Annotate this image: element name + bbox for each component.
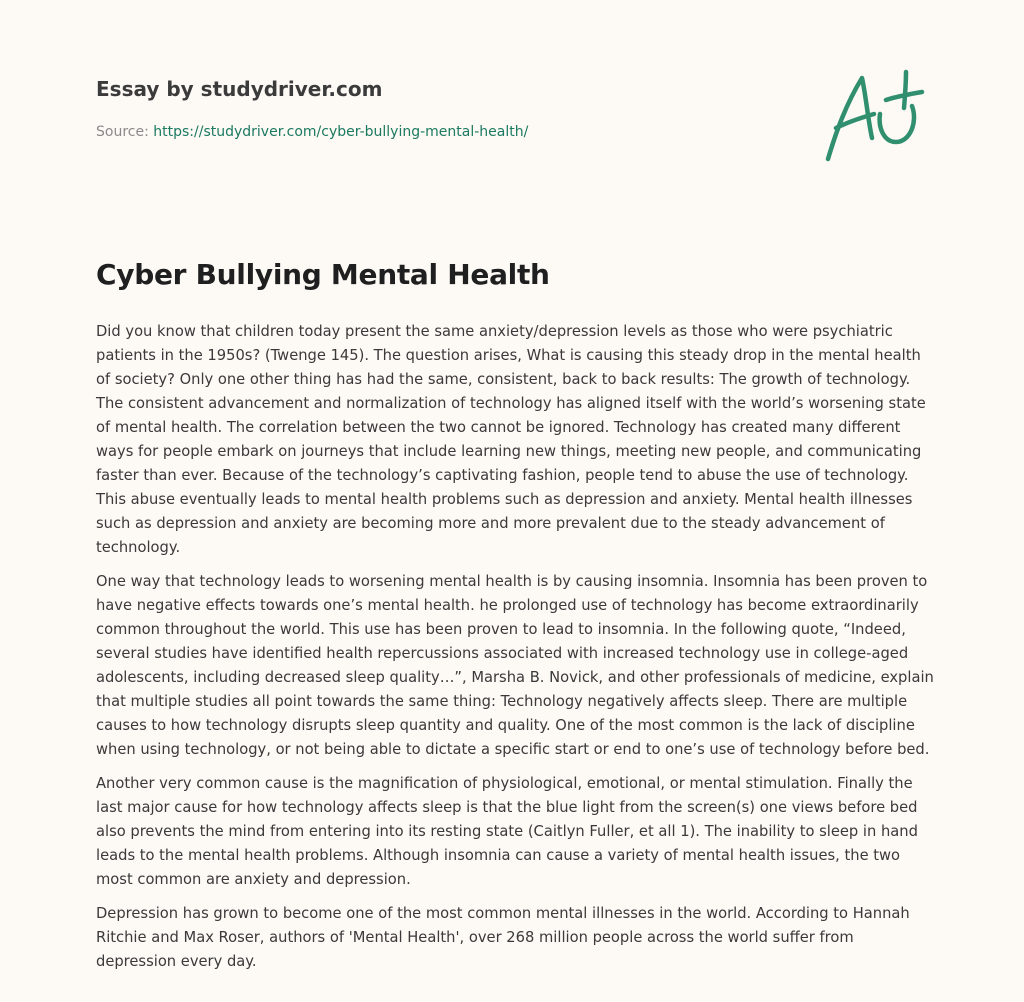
source-label: Source:	[96, 124, 149, 140]
paragraph: Depression has grown to become one of the most common mental illnesses in the world. According to Hannah Ritchie and Max Roser, authors of 'Mental Health', over 268 million people across the world suffer from depression every day.	[96, 905, 910, 970]
paragraph: One way that technology leads to worsening mental health is by causing insomnia. Insomnia has been proven to have negative effects towards one’s mental health. he prolonged use of technology has become extraordinarily common throughout the world. This use has been proven to lead to insomnia. In the following quote, “Indeed, several studies have identified health repercussions associated with increased technology use in college-aged adolescents, including decreased sleep quality…”, Marsha B. Novick, and other professionals of medicine, explain that multiple studies all point towards the same thing: Technology negatively affects sleep. There are multiple causes to how technology disrupts sleep quantity and quality. One of the most common is the lack of discipline when using technology, or not being able to dictate a specific start or end to one’s use of technology before bed.	[96, 573, 934, 758]
paragraph: Another very common cause is the magnification of physiological, emotional, or mental stimulation. Finally the last major cause for how technology affects sleep is that the blue light from the screen(s) one views before bed also prevents the mind from entering into its resting state (Caitlyn Fuller, et all 1). The inability to sleep in hand leads to the mental health problems. Although insomnia can cause a variety of mental health issues, the two most common are anxiety and depression.	[96, 775, 918, 888]
page-header	[96, 74, 796, 142]
paragraph: Did you know that children today present the same anxiety/depression levels as those who were psychiatric patients in the 1950s? (Twenge 145). The question arises, What is causing this steady drop in the mental health of society? Only one other thing has had the same, consistent, back to back results: The growth of technology. The consistent advancement and normalization of technology has aligned itself with the world’s worsening state of mental health. The correlation between the two cannot be ignored. Technology has created many different ways for people embark on journeys that include learning new things, meeting new people, and communicating faster than ever. Because of the technology’s captivating fashion, people tend to abuse the use of technology. This abuse eventually leads to mental health problems such as depression and anxiety. Mental health illnesses such as depression and anxiety are becoming more and more prevalent due to the steady advancement of technology.	[96, 323, 926, 556]
a-plus-logo-icon	[822, 66, 930, 166]
site-title: Essay by studydriver.com	[96, 77, 383, 101]
source-line	[96, 122, 796, 142]
source-link[interactable]: https://studydriver.com/cyber-bullying-mental-health/	[153, 124, 529, 140]
article	[96, 254, 936, 984]
page-title: Cyber Bullying Mental Health	[96, 258, 550, 291]
